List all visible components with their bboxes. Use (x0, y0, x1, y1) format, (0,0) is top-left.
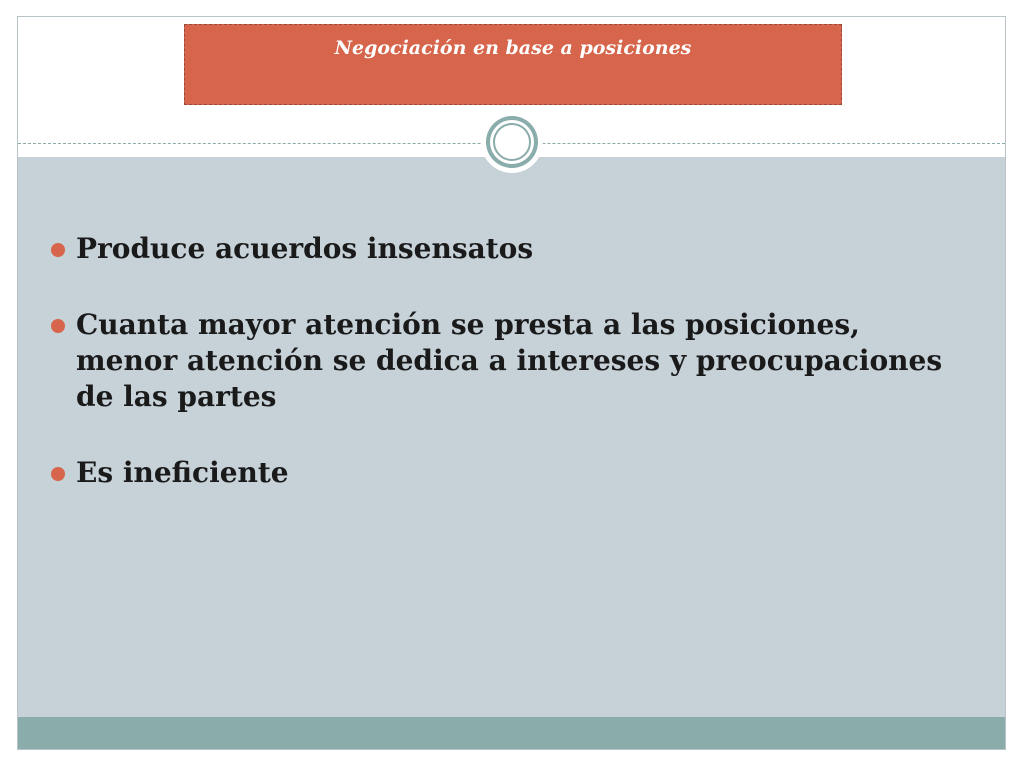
bullet-item (48, 231, 968, 267)
bullet-text: Cuanta mayor atención se presta a las posiciones, menor atención se dedica a intereses y preocupaciones de las partes (76, 308, 943, 413)
footer-bar (18, 717, 1005, 750)
bullet-dot-icon (51, 467, 65, 481)
slide (17, 16, 1006, 750)
bullet-text: Produce acuerdos insensatos (76, 232, 534, 265)
slide-title: Negociación en base a posiciones (334, 37, 692, 59)
bullet-list (48, 231, 968, 491)
bullet-text: Es ineficiente (76, 456, 289, 489)
title-box (184, 24, 842, 105)
bullet-dot-icon (51, 319, 65, 333)
bullet-item (48, 455, 968, 491)
bullet-item (48, 307, 968, 415)
ornament-circle-icon (481, 111, 543, 173)
bullet-dot-icon (51, 243, 65, 257)
